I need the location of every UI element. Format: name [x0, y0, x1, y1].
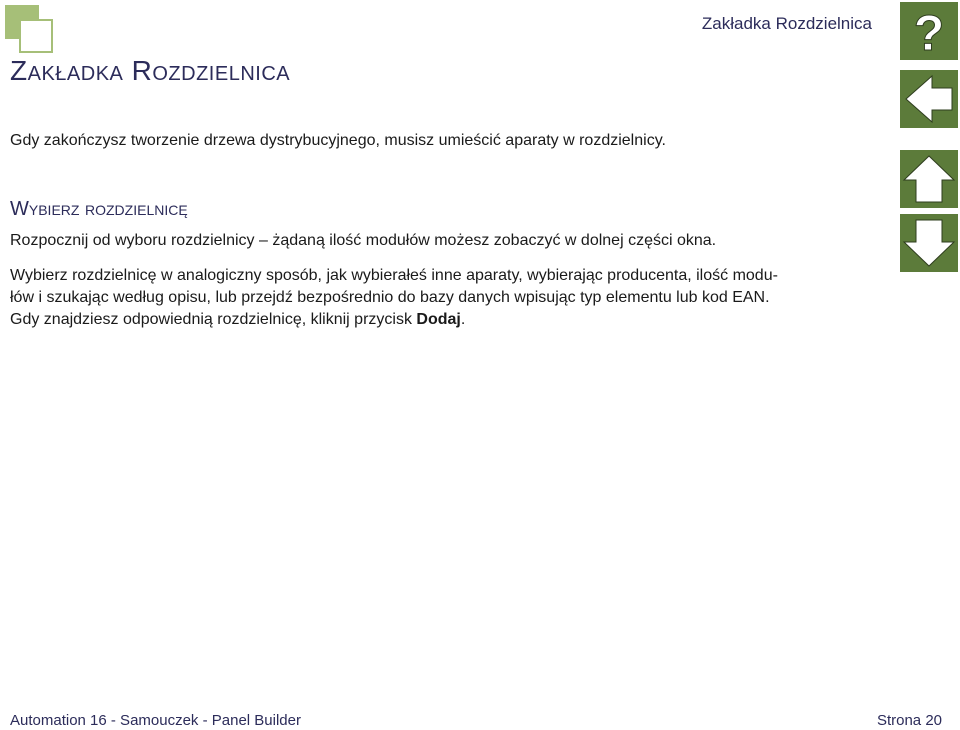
paragraph-instructions	[10, 265, 890, 331]
section-heading: Wybierz rozdzielnicę	[10, 198, 188, 220]
page-number: Strona 20	[876, 712, 942, 729]
left-arrow-icon	[900, 70, 958, 128]
logo-outline-square	[19, 19, 53, 53]
instructions-line-1: Wybierz rozdzielnicę w analogiczny sposób, jak wybierałeś inne aparaty, wybierając producenta, ilość modu-	[10, 267, 778, 284]
down-arrow-icon	[900, 214, 958, 272]
scroll-up-button[interactable]	[900, 150, 958, 208]
page-title: Zakładka Rozdzielnica	[10, 55, 291, 86]
instructions-line-2: łów i szukając według opisu, lub przejdź bezpośrednio do bazy danych wpisując typ elementu lub kod EAN.	[10, 289, 770, 306]
instructions-line-3: Gdy znajdziesz odpowiednią rozdzielnicę, kliknij przycisk	[10, 311, 417, 328]
back-button[interactable]	[900, 70, 958, 128]
svg-text:?: ?	[913, 5, 945, 60]
instructions-line-3-end: .	[460, 311, 466, 328]
scroll-down-button[interactable]	[900, 214, 958, 272]
paragraph-choose-switchboard: Rozpocznij od wyboru rozdzielnicy – żądaną ilość modułów możesz zobaczyć w dolnej części okna.	[10, 232, 717, 249]
intro-text: Gdy zakończysz tworzenie drzewa dystrybucyjnego, musisz umieścić aparaty w rozdzielnicy.	[10, 132, 666, 149]
footer-title: Automation 16 - Samouczek - Panel Builder	[10, 712, 301, 729]
header-title: Zakładka Rozdzielnica	[701, 14, 872, 33]
logo	[5, 5, 51, 51]
help-button[interactable]	[900, 2, 958, 60]
add-button-reference: Dodaj	[416, 311, 461, 328]
up-arrow-icon	[900, 150, 958, 208]
question-mark-icon	[900, 2, 958, 60]
